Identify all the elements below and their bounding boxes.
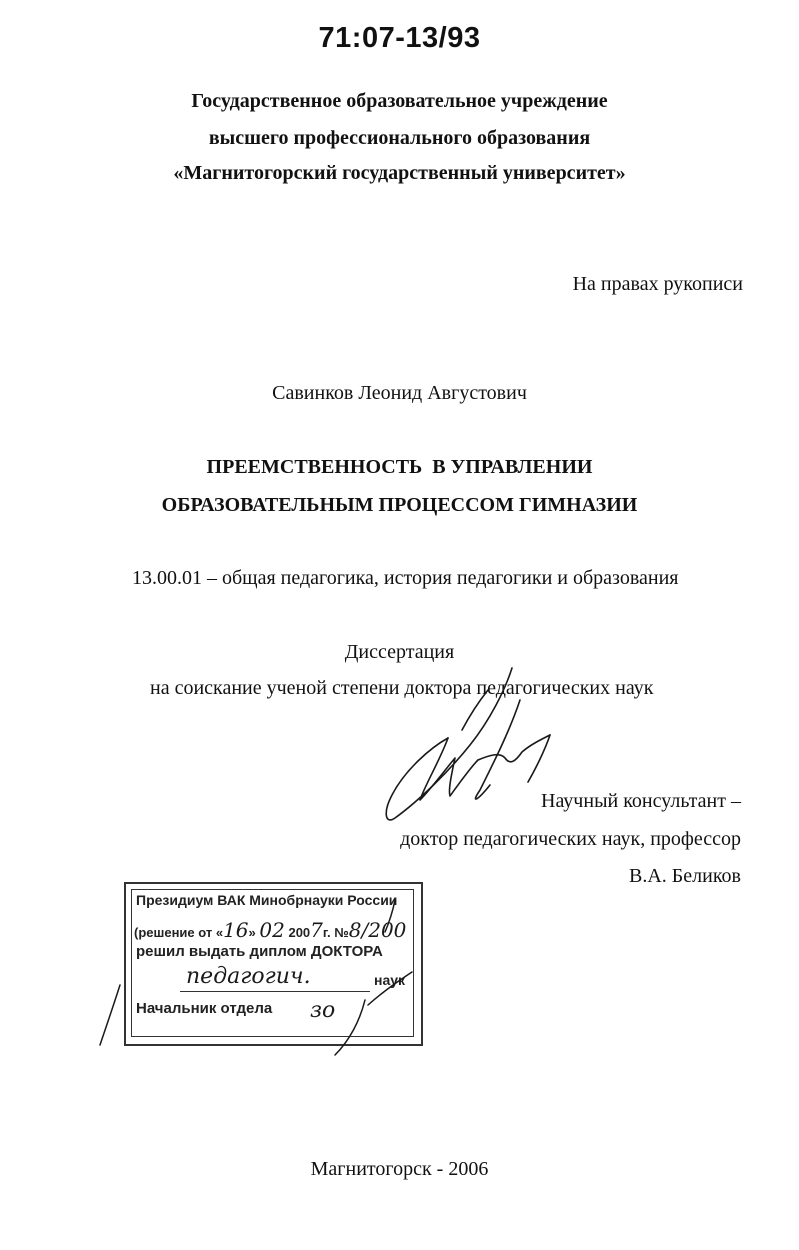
stamp-decision-mid: » <box>248 925 256 940</box>
specialty-code: 13.00.01 – общая педагогика, история педагогики и образования <box>132 567 679 589</box>
stamp-line-presidium: Президиум ВАК Минобрнауки России <box>136 892 398 908</box>
stamp-year-digit-handwritten: 7 <box>310 918 323 942</box>
consultant-position: доктор педагогических наук, профессор <box>400 828 741 850</box>
institution-line-1: Государственное образовательное учреждение <box>191 90 608 112</box>
consultant-name: В.А. Беликов <box>629 865 741 887</box>
stamp-number-prefix: г. № <box>322 925 349 940</box>
stamp-line-sciences: наук <box>374 972 406 988</box>
consultant-signature <box>386 668 550 820</box>
stamp-signature-strokes <box>100 900 412 1055</box>
stamp-line-award: решил выдать диплом ДОКТОРА <box>136 943 383 960</box>
stamp-day-handwritten: 16 <box>223 918 249 942</box>
author-name: Савинков Леонид Августович <box>272 382 527 404</box>
document-type: Диссертация <box>344 641 455 663</box>
catalog-number: 71:07-13/93 <box>318 22 481 54</box>
stamp-number-handwritten: 8/200 <box>348 918 407 942</box>
city-year: Магнитогорск - 2006 <box>310 1158 489 1180</box>
stamp-line-department-head: Начальник отдела <box>136 1000 273 1017</box>
stamp-month-handwritten: 02 <box>259 918 285 942</box>
dissertation-title-line-2: ОБРАЗОВАТЕЛЬНЫМ ПРОЦЕССОМ ГИМНАЗИИ <box>161 494 638 516</box>
stamp-year-prefix: 200 <box>288 925 311 940</box>
stamp-signature-handwritten: зо <box>310 998 336 1023</box>
rights-notice: На правах рукописи <box>572 273 743 295</box>
institution-line-2: высшего профессионального образования <box>208 127 591 149</box>
consultant-label: Научный консультант – <box>541 790 741 812</box>
institution-line-3: «Магнитогорский государственный университет» <box>173 162 626 184</box>
stamp-field-handwritten: педагогич. <box>186 964 311 989</box>
stamp-decision-prefix: (решение от « <box>134 925 224 940</box>
degree-sought: на соискание ученой степени доктора педагогических наук <box>150 677 654 699</box>
dissertation-title-line-1: ПРЕЕМСТВЕННОСТЬ В УПРАВЛЕНИИ <box>206 456 593 478</box>
